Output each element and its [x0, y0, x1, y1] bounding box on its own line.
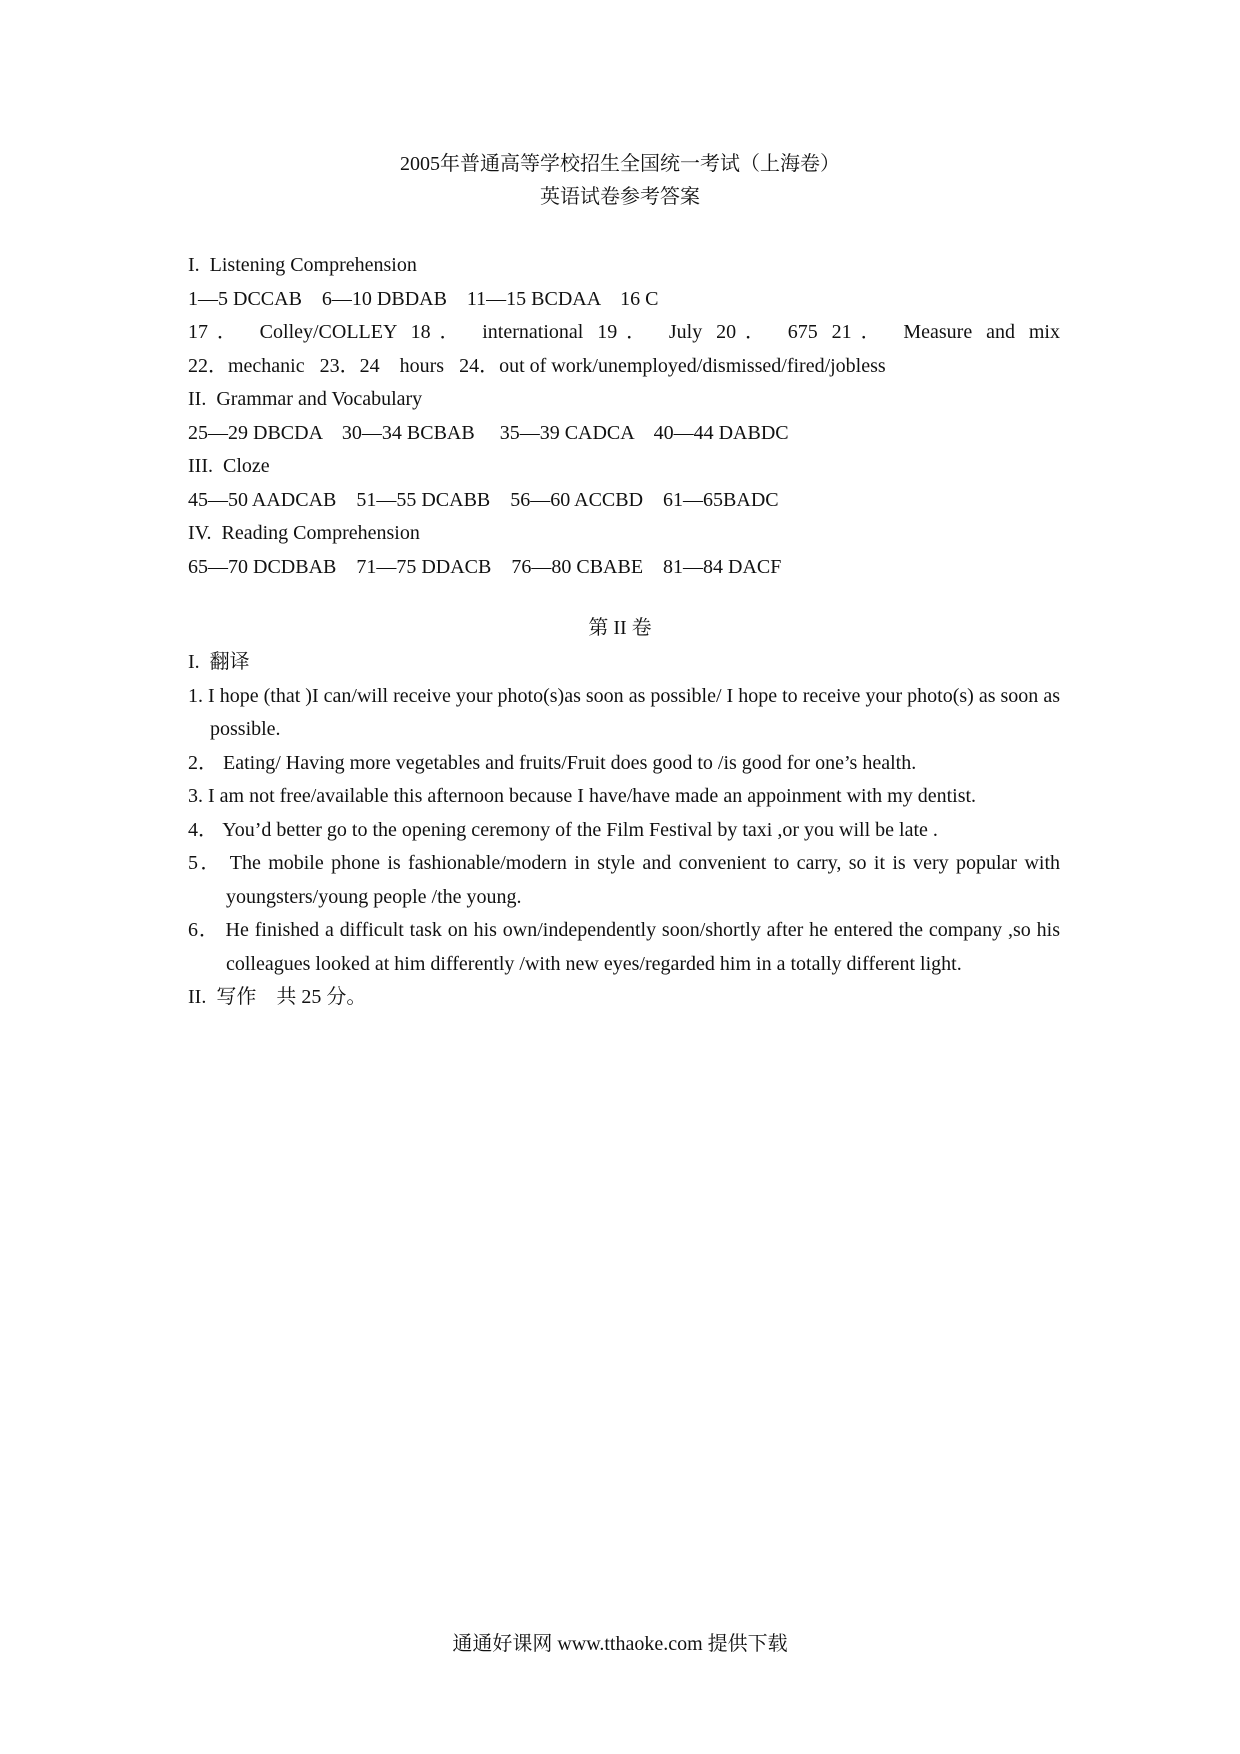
answer-line: 45—50 AADCAB 51—55 DCABB 56—60 ACCBD 61—65BADC: [188, 488, 779, 511]
translation-item-text: 1. I hope (that )I can/will receive your photo(s)as soon as possible/ I hope to receive your photo(s) as soon as possible.: [188, 684, 1060, 740]
part-two-heading: 第 II 卷: [588, 617, 652, 639]
answer-line: 65—70 DCDBAB 71—75 DDACB 76—80 CBABE 81—84 DACF: [188, 555, 782, 578]
answer-line: 17． Colley/COLLEY 18． international 19． July 20． 675 21． Measure and mix: [188, 321, 1060, 343]
header: [0, 148, 1240, 214]
translation-item: 5． The mobile phone is fashionable/modern in style and convenient to carry, so it is very popular with youngsters/young people /the young.: [188, 852, 1060, 908]
answer-line: 22．mechanic 23．24 hours 24．out of work/unemployed/dismissed/fired/jobless: [188, 354, 886, 377]
answer-line: 1—5 DCCAB 6—10 DBDAB 11—15 BCDAA 16 C: [188, 287, 659, 310]
translation-item: 4． You’d better go to the opening ceremony of the Film Festival by taxi ,or you will be late .: [188, 818, 938, 841]
answer-line: 25—29 DBCDA 30—34 BCBAB 35—39 CADCA 40—44 DABDC: [188, 421, 789, 444]
footer-source: 通通好课网 www.tthaoke.com 提供下载: [452, 1633, 788, 1655]
part-two: [188, 646, 1060, 1015]
section-heading-reading: IV. Reading Comprehension: [188, 522, 420, 544]
translation-item: [188, 680, 1060, 747]
section-heading-grammar: II. Grammar and Vocabulary: [188, 388, 423, 410]
section-heading-cloze: III. Cloze: [188, 455, 270, 477]
part-one: [188, 249, 1060, 584]
translation-item: 2． Eating/ Having more vegetables and fruits/Fruit does good to /is good for one’s health.: [188, 751, 917, 774]
section-heading-translation: I. 翻译: [188, 651, 250, 673]
section-heading-writing: II. 写作 共 25 分。: [188, 986, 367, 1008]
section-heading-listening: I. Listening Comprehension: [188, 254, 417, 276]
page-title: 2005年普通高等学校招生全国统一考试（上海卷）: [400, 153, 840, 175]
translation-item: 3. I am not free/available this afternoon because I have/have made an appoinment with my dentist.: [188, 785, 977, 807]
translation-item: 6． He finished a difficult task on his own/independently soon/shortly after he entered the company ,so his colleagues looked at him differently /with new eyes/regarded him in a totally different light.: [188, 919, 1060, 975]
page-subtitle: 英语试卷参考答案: [540, 186, 700, 208]
